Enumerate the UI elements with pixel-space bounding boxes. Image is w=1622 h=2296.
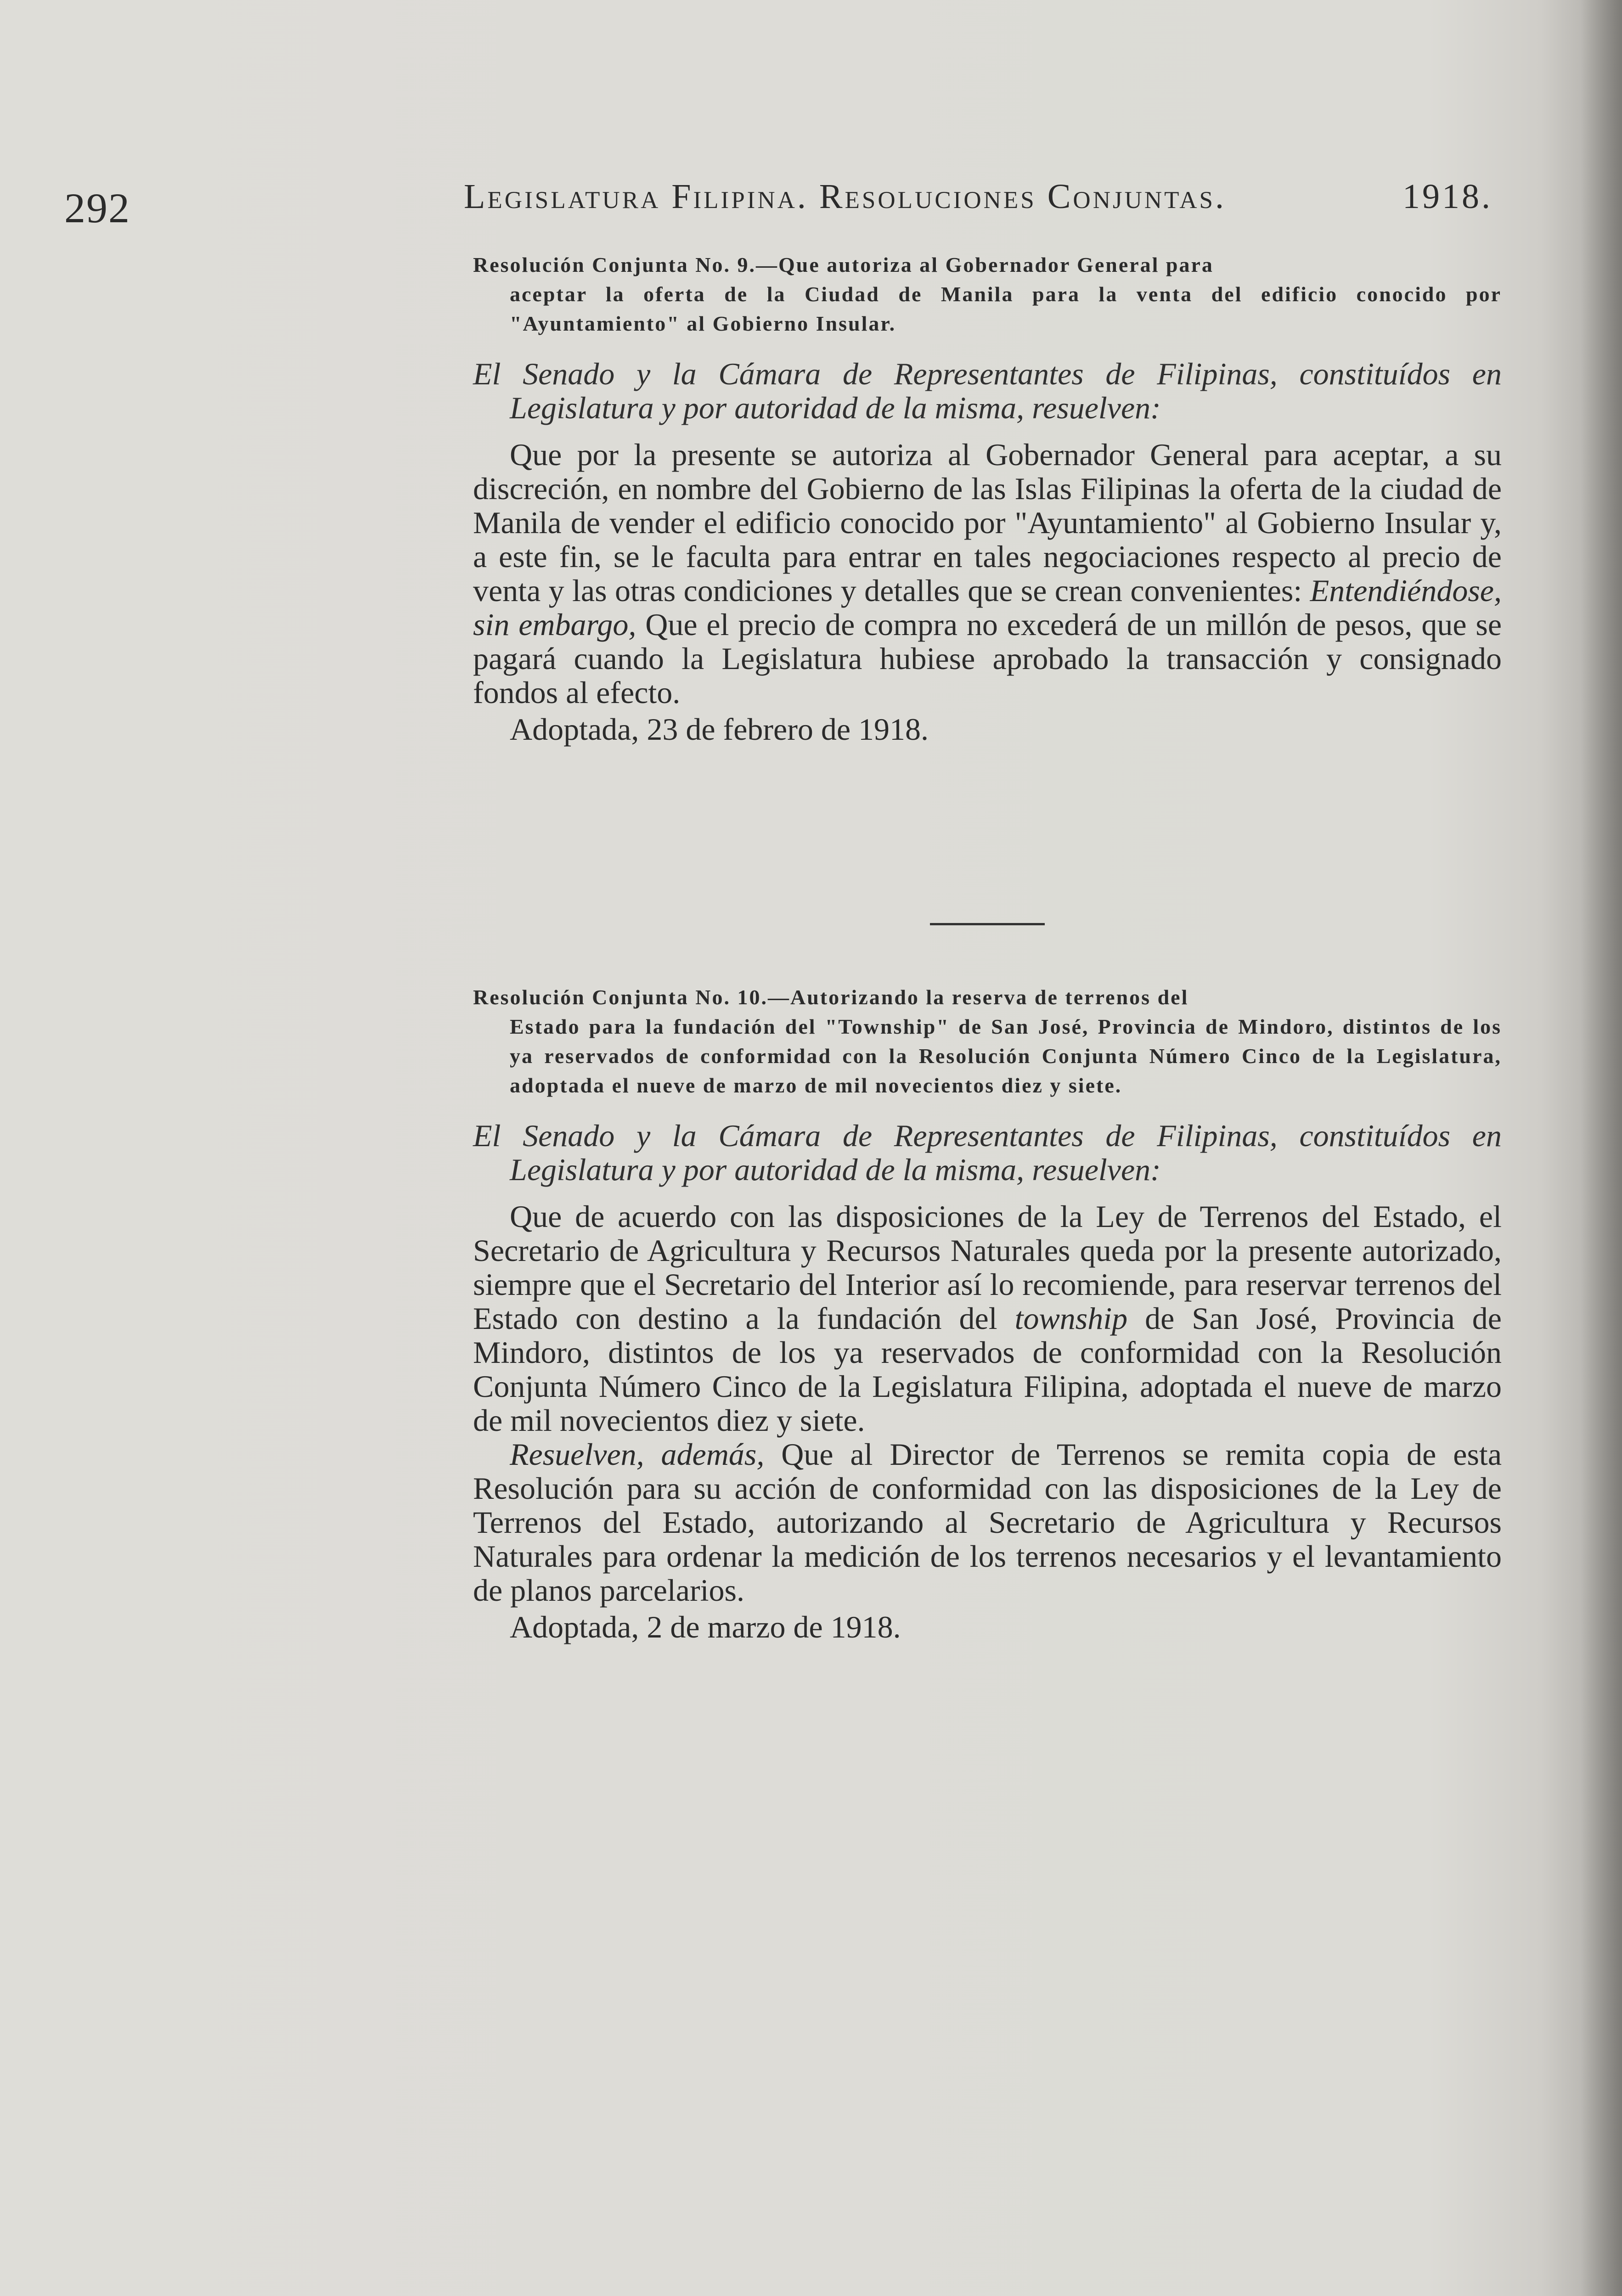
running-header [464,177,1492,217]
resolution-9-body-end: Que el precio de compra no excederá de un millón de pesos, que se pagará cuando la Legislatura hubiese aprobado la transacción y consignado fondos al efecto. [473,607,1502,710]
resolution-10-summary-lead: Resolución Conjunta No. 10.—Autorizando la reserva de terrenos del [473,985,1189,1009]
header-title: Legislatura Filipina. Resoluciones Conjuntas. [464,177,1227,216]
binding-shadow [1581,0,1622,2296]
resolution-9-summary-cont: aceptar la oferta de la Ciudad de Manila para la venta del edificio conocido por "Ayuntamiento" al Gobierno Insular. [510,282,1502,335]
resolution-9 [473,250,1502,746]
resolution-9-enacting-clause: El Senado y la Cámara de Representantes de Filipinas, constituídos en Legislatura y por autoridad de la misma, resuelven: [473,356,1502,425]
header-year: 1918. [1402,177,1492,216]
resolution-10-summary-cont: Estado para la fundación del "Township" de San José, Provincia de Mindoro, distintos de los ya reservados de conformidad con la Resolución Conjunta Número Cinco de la Legislatura, adoptada el nueve de marzo de mil novecientos diez y siete. [510,1015,1502,1097]
resolution-9-body [473,438,1502,709]
resolution-10 [473,983,1502,1644]
page-number: 292 [64,185,130,231]
resolution-9-body-text: Que por la presente se autoriza al Gobernador General para aceptar, a su discreción, en nombre del Gobierno de las Islas Filipinas la oferta de la ciudad de Manila de vender el edificio conocido por "Ayuntamiento" al Gobierno Insular y, a este fin, se le faculta para entrar en tales negociaciones respecto al precio de venta y las otras condiciones y detalles que se crean convenientes: [473,437,1502,608]
resolution-9-body-proviso: Entendiéndose, sin embargo, [473,573,1502,642]
section-divider [930,923,1045,925]
resolution-10-body [473,1199,1502,1437]
resolution-10-body-text-a: Que de acuerdo con las disposiciones de la Ley de Terrenos del Estado, el Secretario de Agricultura y Recursos Naturales queda por la presente autorizado, siempre que el Secretario del Interior así lo recomiende, para reservar terrenos del Estado con destino a la fundación del [473,1199,1502,1336]
resolution-10-enacting-clause: El Senado y la Cámara de Representantes de Filipinas, constituídos en Legislatura y por autoridad de la misma, resuelven: [473,1118,1502,1187]
resolution-10-body-2 [473,1437,1502,1607]
resolution-9-summary-lead: Resolución Conjunta No. 9.—Que autoriza al Gobernador General para [473,253,1214,276]
resolution-10-body-text-b: de San José, Provincia de Mindoro, distintos de los ya reservados de conformidad con la Resolución Conjunta Número Cinco de la Legislatura Filipina, adoptada el nueve de marzo de mil novecientos diez y siete. [473,1301,1502,1438]
resolution-10-body-2-lead: Resuelven, además, [510,1437,765,1472]
resolution-10-adopted: Adoptada, 2 de marzo de 1918. [510,1609,901,1644]
resolution-9-adopted: Adoptada, 23 de febrero de 1918. [510,712,929,747]
section-divider-wrap [473,923,1502,925]
resolution-9-summary [473,250,1502,338]
resolution-10-body-2-text: Que al Director de Terrenos se remita copia de esta Resolución para su acción de conformidad con las disposiciones de la Ley de Terrenos del Estado, autorizando al Secretario de Agricultura y Recursos Naturales para ordenar la medición de los terrenos necesarios y el levantamiento de planos parcelarios. [473,1437,1502,1608]
resolution-10-summary [473,983,1502,1100]
resolution-10-body-township: township [1014,1301,1128,1336]
